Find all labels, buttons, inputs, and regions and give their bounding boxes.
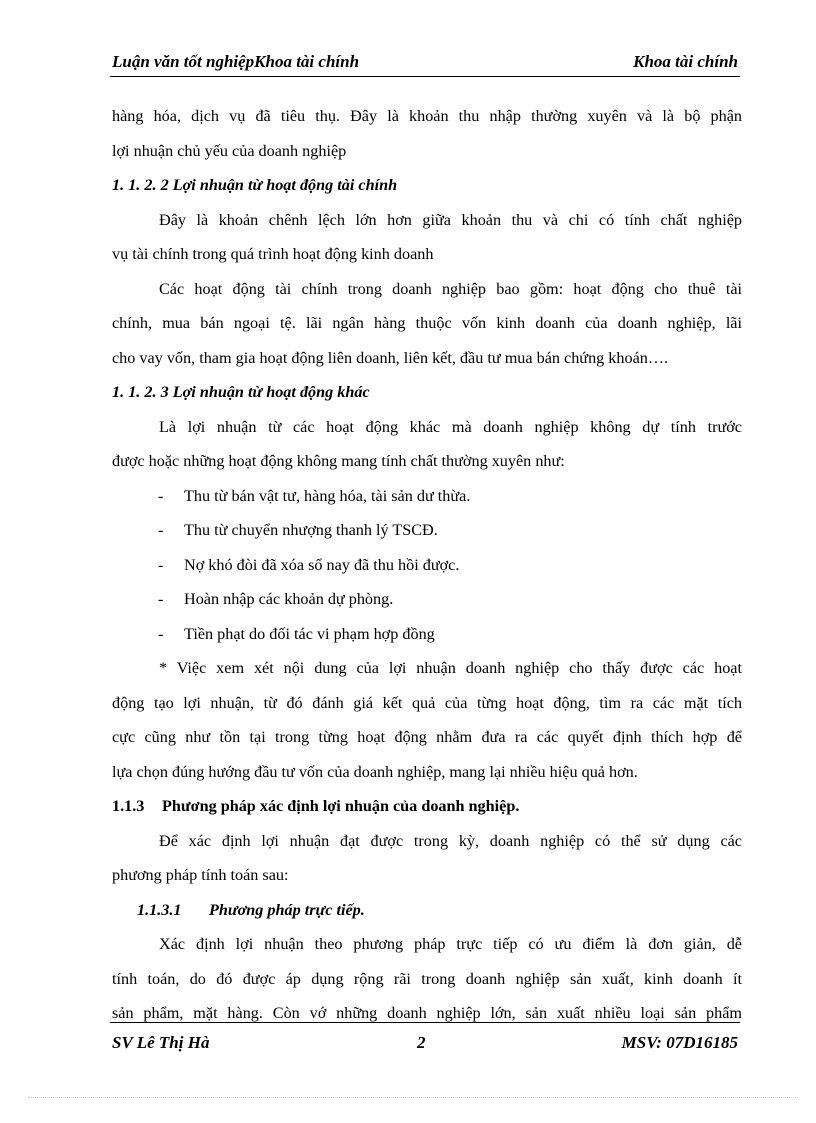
bullet-item [112, 585, 742, 620]
paragraph-line: được hoặc những hoạt động không mang tính chất thường xuyên như: [112, 452, 565, 470]
bullet-item [112, 516, 742, 551]
bullet-text: Nợ khó đòi đã xóa sổ nay đã thu hồi được. [184, 555, 460, 574]
paragraph-line: Đây là khoản chênh lệch lớn hơn giữa khoản thu và chi có tính chất nghiệp [159, 210, 742, 229]
page-header [110, 52, 740, 77]
document-body [112, 102, 742, 1034]
page-bottom-divider [28, 1097, 798, 1098]
paragraph-line: Là lợi nhuận từ các hoạt động khác mà doanh nghiệp không dự tính trước [159, 417, 742, 436]
paragraph-line: cực cũng như tồn tại trong từng hoạt động nhằm đưa ra các quyết định thích hợp để [112, 728, 742, 746]
bullet-item [112, 620, 742, 655]
paragraph-line: lợi nhuận chủ yếu của doanh nghiệp [112, 141, 347, 160]
bullet-item [112, 482, 742, 517]
bullet-text: Hoàn nhập các khoản dự phòng. [184, 590, 394, 608]
paragraph-line: phương pháp tính toán sau: [112, 866, 289, 884]
paragraph-line: tính toán, do đó được áp dụng rộng rãi trong doanh nghiệp sản xuất, kinh doanh ít [112, 969, 742, 988]
paragraph-line: chính, mua bán ngoại tệ. lãi ngân hàng thuộc vốn kinh doanh của doanh nghiệp, lãi [112, 314, 742, 332]
header-department: Khoa tài chính [633, 52, 738, 71]
bullet-dash: - [158, 486, 164, 505]
paragraph-line: Xác định lợi nhuận theo phương pháp trực tiếp có ưu điểm là đơn giản, dễ [159, 935, 742, 953]
page-number: 2 [417, 1033, 426, 1052]
bullet-dash: - [158, 521, 164, 539]
paragraph-line: vụ tài chính trong quá trình hoạt động kinh doanh [112, 245, 434, 263]
paragraph-line: lựa chọn đúng hướng đầu tư vốn của doanh nghiệp, mang lại nhiều hiệu quả hơn. [112, 762, 638, 781]
bullet-dash: - [158, 590, 164, 608]
bullet-text: Thu từ chuyển nhượng thanh lý TSCĐ. [184, 521, 438, 539]
paragraph-line: * Việc xem xét nội dung của lợi nhuận doanh nghiệp cho thấy được các hoạt [159, 659, 742, 677]
bullet-text: Tiền phạt do đối tác vi phạm hợp đồng [184, 624, 435, 643]
bullet-dash: - [158, 555, 164, 574]
paragraph-line: hàng hóa, dịch vụ đã tiêu thụ. Đây là khoản thu nhập thường xuyên và là bộ phận [112, 107, 742, 125]
paragraph-line: sản phẩm, mặt hàng. Còn vớ những doanh nghiệp lớn, sản xuất nhiều loại sản phẩm [112, 1004, 742, 1022]
section-number: 1.1.3.1 [137, 900, 182, 919]
paragraph-line: cho vay vốn, tham gia hoạt động liên doanh, liên kết, đầu tư mua bán chứng khoán…. [112, 348, 669, 367]
paragraph-line: động tạo lợi nhuận, từ đó đánh giá kết quả của từng hoạt động, tìm ra các mặt tích [112, 693, 742, 712]
paragraph-line: Để xác định lợi nhuận đạt được trong kỳ, doanh nghiệp có thể sử dụng các [159, 831, 742, 850]
header-title: Luận văn tốt nghiệpKhoa tài chính [112, 52, 360, 71]
bullet-item [112, 551, 742, 586]
paragraph-line: Các hoạt động tài chính trong doanh nghiệp bao gồm: hoạt động cho thuê tài [159, 279, 742, 298]
bullet-text: Thu từ bán vật tư, hàng hóa, tài sản dư thừa. [184, 486, 471, 505]
section-title: Phương pháp trực tiếp. [209, 900, 365, 919]
footer-author: SV Lê Thị Hà [112, 1033, 210, 1052]
section-title: Phương pháp xác định lợi nhuận của doanh nghiệp. [162, 797, 520, 815]
section-heading-1-1-2-3: 1. 1. 2. 3 Lợi nhuận từ hoạt động khác [112, 383, 370, 401]
section-number: 1.1.3 [112, 797, 145, 815]
bullet-dash: - [158, 624, 164, 643]
section-heading-1-1-3 [112, 792, 742, 827]
section-heading-1-1-2-2: 1. 1. 2. 2 Lợi nhuận từ hoạt động tài chính [112, 176, 398, 194]
section-heading-1-1-3-1 [112, 896, 742, 931]
footer-student-id: MSV: 07D16185 [621, 1033, 738, 1052]
page-footer [110, 1022, 740, 1057]
